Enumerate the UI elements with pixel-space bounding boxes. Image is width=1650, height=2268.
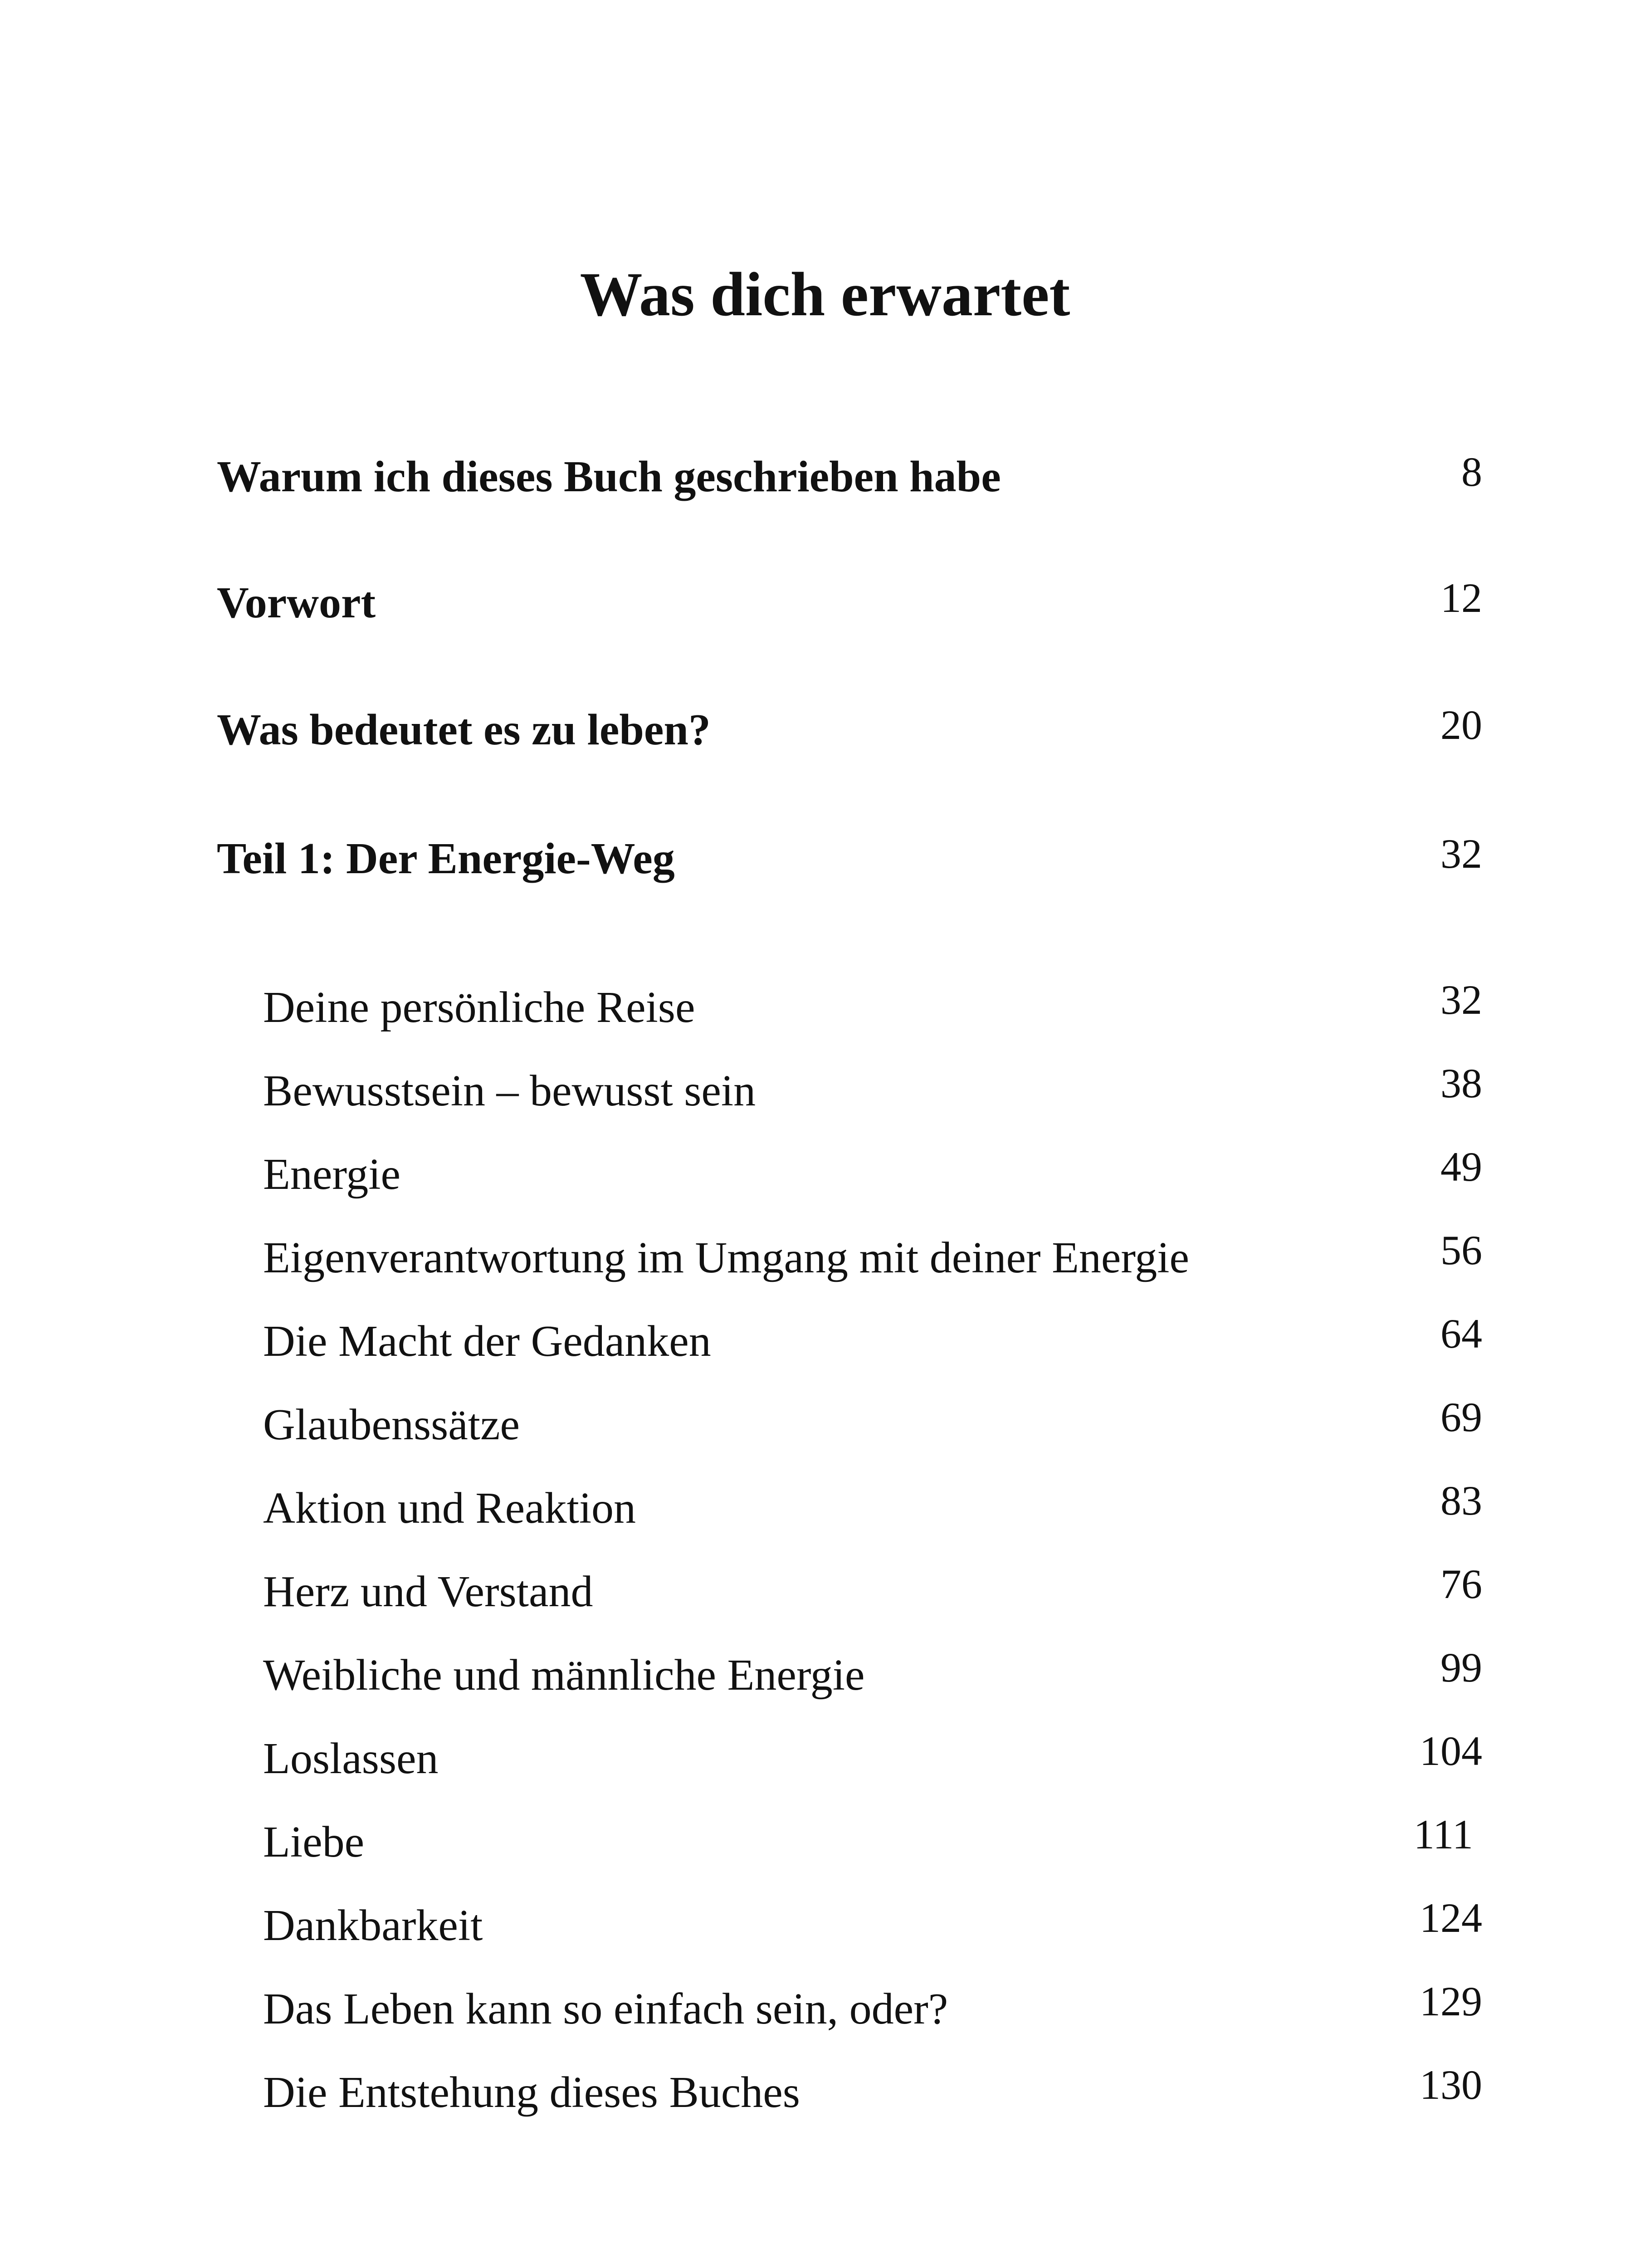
toc-subentry[interactable] [0, 1476, 1650, 1540]
toc-entry-teil-1[interactable] [0, 826, 1650, 890]
toc-subentry[interactable] [0, 1393, 1650, 1456]
toc-entry-page: 76 [1440, 1561, 1482, 1607]
toc-entry-page: 83 [1440, 1477, 1482, 1524]
toc-entry-page: 32 [1440, 831, 1482, 877]
toc-subentry[interactable] [0, 1977, 1650, 2040]
toc-entry-page: 38 [1440, 1060, 1482, 1106]
page-title: Was dich erwartet [580, 259, 1070, 329]
toc-entry-page: 69 [1440, 1394, 1482, 1440]
toc-subentry[interactable] [0, 1893, 1650, 1957]
toc-subentry[interactable] [0, 1142, 1650, 1206]
toc-entry-title: Was bedeutet es zu leben? [217, 705, 711, 754]
toc-entry-title: Vorwort [217, 578, 376, 627]
toc-entry-was-bedeutet[interactable] [0, 698, 1650, 761]
toc-entry-page: 124 [1420, 1895, 1482, 1941]
toc-entry-title: Dankbarkeit [263, 1901, 483, 1950]
toc-entry-page: 111 [1413, 1811, 1473, 1857]
toc-subentry[interactable] [0, 1309, 1650, 1373]
toc-entry-page: 32 [1440, 977, 1482, 1023]
toc-entry-title: Deine persönliche Reise [263, 983, 695, 1032]
toc-entry-page: 64 [1440, 1310, 1482, 1357]
toc-subentry[interactable] [0, 1726, 1650, 1790]
toc-entry-title: Eigenverantwortung im Umgang mit deiner Energie [263, 1233, 1190, 1282]
toc-entry-warum[interactable] [0, 445, 1650, 508]
toc-entry-title: Bewusstsein – bewusst sein [263, 1066, 756, 1115]
toc-entry-vorwort[interactable] [0, 571, 1650, 634]
toc-entry-title: Energie [263, 1150, 400, 1199]
toc-entry-title: Die Entstehung dieses Buches [263, 2068, 800, 2117]
toc-entry-page: 49 [1440, 1144, 1482, 1190]
toc-entry-title: Warum ich dieses Buch geschrieben habe [217, 452, 1001, 501]
toc-entry-page: 104 [1420, 1728, 1482, 1774]
toc-entry-page: 130 [1420, 2062, 1482, 2108]
toc-entry-page: 56 [1440, 1227, 1482, 1273]
toc-subentry[interactable] [0, 1643, 1650, 1706]
toc-subentry[interactable] [0, 975, 1650, 1039]
toc-entry-title: Das Leben kann so einfach sein, oder? [263, 1984, 948, 2033]
toc-entry-title: Weibliche und männliche Energie [263, 1651, 865, 1700]
toc-entry-title: Die Macht der Gedanken [263, 1317, 711, 1366]
toc-subentry[interactable] [0, 1226, 1650, 1289]
toc-subentry[interactable] [0, 2060, 1650, 2124]
toc-entry-page: 20 [1440, 702, 1482, 748]
toc-entry-title: Glaubenssätze [263, 1400, 520, 1449]
toc-entry-page: 12 [1440, 575, 1482, 621]
toc-entry-title: Teil 1: Der Energie-Weg [217, 834, 675, 883]
toc-entry-page: 129 [1420, 1978, 1482, 2024]
toc-entry-title: Liebe [263, 1818, 365, 1867]
toc-entry-page: 99 [1440, 1644, 1482, 1691]
toc-subentry[interactable] [0, 1059, 1650, 1122]
toc-subentry[interactable] [0, 1559, 1650, 1623]
toc-entry-title: Loslassen [263, 1734, 439, 1783]
toc-entry-title: Aktion und Reaktion [263, 1484, 636, 1533]
toc-subentry[interactable] [0, 1810, 1650, 1873]
toc-entry-page: 8 [1461, 449, 1482, 495]
toc-entry-title: Herz und Verstand [263, 1567, 593, 1616]
